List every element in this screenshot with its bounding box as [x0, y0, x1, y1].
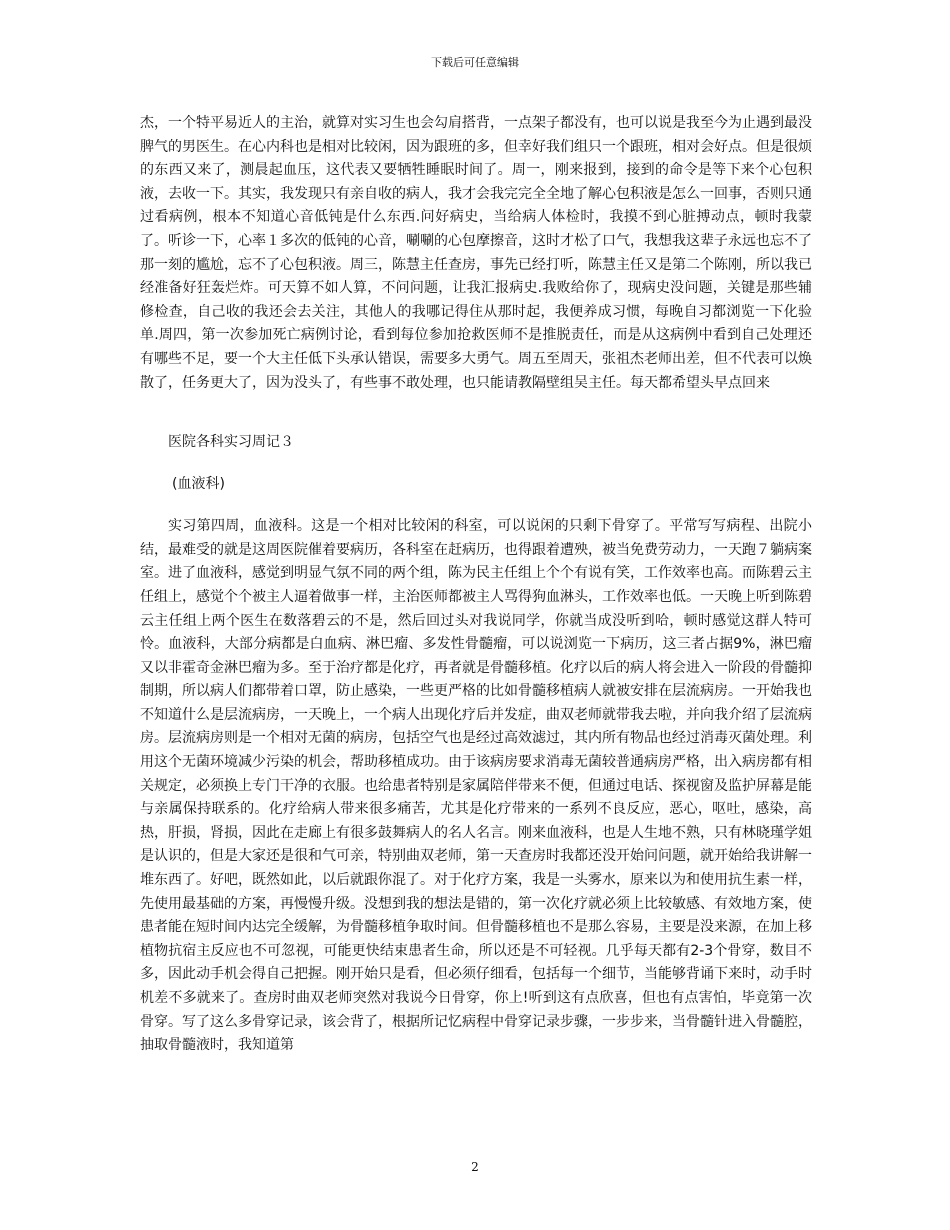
page-number: 2	[471, 1160, 479, 1174]
section-subheading: (血液科)	[172, 476, 225, 493]
paragraph-hematology: 实习第四周，血液科。这是一个相对比较闲的科室，可以说闲的只剩下骨穿了。平常写写病程、出院小结，最难受的就是这周医院催着要病历，各科室在赶病历，也得跟着遭殃，被当免费劳动力，一天跑７躺病案室。进了血液科，感觉到明显气氛不同的两个组，陈为民主任组上个个有说有笑，工作效率也高。而陈碧云主任组上，感觉个个被主人逼着做事一样，主治医师都被主人骂得狗血淋头，工作效率也低。一天晚上听到陈碧云主任组上两个医生在数落碧云的不是，然后回过头对我说同学，你就当成没听到哈，顿时感觉这群人特可怜。血液科，大部分病都是白血病、淋巴瘤、多发性骨髓瘤，可以说浏览一下病历，这三者占据9%，淋巴瘤又以非霍奇金淋巴瘤为多。至于治疗都是化疗，再者就是骨髓移植。化疗以后的病人将会进入一阶段的骨髓抑制期，所以病人们都带着口罩，防止感染，一些更严格的比如骨髓移植病人就被安排在层流病房。一开始我也不知道什么是层流病房，一天晚上，一个病人出现化疗后并发症，曲双老师就带我去啦，并向我介绍了层流病房。层流病房则是一个相对无菌的病房，包括空气也是经过高效滤过，其内所有物品也经过消毒灭菌处理。利用这个无菌环境减少污染的机会，帮助移植成功。由于该病房要求消毒无菌较普通病房严格，出入病房都有相关规定，必须换上专门干净的衣服。也给患者特别是家属陪伴带来不便，但通过电话、探视窗及监护屏幕是能与亲属保持联系的。化疗给病人带来很多痛苦，尤其是化疗带来的一系列不良反应，恶心，呕吐，感染，高热，肝损，肾损，因此在走廊上有很多鼓舞病人的名人名言。刚来血液科，也是人生地不熟，只有林晓瑾学姐是认识的，但是大家还是很和气可亲，特别曲双老师，第一天查房时我都还没开始问问题，就开始给我讲解一堆东西了。好吧，既然如此，以后就跟你混了。对于化疗方案，我是一头雾水，原来以为和使用抗生素一样，先使用最基础的方案，再慢慢升级。没想到我的想法是错的，第一次化疗就必须上比较敏感、有效地方案，使患者能在短时间内达完全缓解，为骨髓移植争取时间。但骨髓移植也不是那么容易，主要是没来源，在加上移植物抗宿主反应也不可忽视，可能更快结束患者生命，所以还是不可轻视。几乎每天都有2-3个骨穿，数目不多，因此动手机会得自己把握。刚开始只是看，但必须仔细看，包括每一个细节，当能够背诵下来时，动手时机差不多就来了。查房时曲双老师突然对我说今日骨穿，你上!听到这有点欣喜，但也有点害怕，毕竟第一次骨穿。写了这么多骨穿记录，该会背了，根据所记忆病程中骨穿记录步骤，一步步来，当骨髓针进入骨髓腔，抽取骨髓液时，我知道第	[140, 518, 812, 1054]
section-heading: 医院各科实习周记３	[168, 434, 294, 451]
paragraph-cardiology: 杰，一个特平易近人的主治，就算对实习生也会勾肩搭背，一点架子都没有，也可以说是我至今为止遇到最没脾气的男医生。在心内科也是相对比较闲，因为跟班的多，但幸好我们组只一个跟班，相对会好点。但是很烦的东西又来了，测晨起血压，这代表又要牺牲睡眠时间了。周一，刚来报到，接到的命令是等下来个心包积液，去收一下。其实，我发现只有亲自收的病人，我才会我完完全全地了解心包积液是怎么一回事，否则只通过看病例，根本不知道心音低钝是什么东西.问好病史，当给病人体检时，我摸不到心脏搏动点，顿时我蒙了。听诊一下，心率１多次的低钝的心音，唰唰的心包摩擦音，这时才松了口气，我想我这辈子永远也忘不了那一刻的尴尬，忘不了心包积液。周三，陈慧主任查房，事先已经打听，陈慧主任又是第二个陈刚，所以我已经准备好狂轰烂炸。可天算不如人算，不问问题，让我汇报病史.我败给你了，现病史没问题，关键是那些辅修检查，自己收的我还会去关注，其他人的我哪记得住从那时起，我便养成习惯，每晚自习都浏览一下化验单.周四，第一次参加死亡病例讨论，看到每位参加抢救医师不是推脱责任，而是从这病例中看到自己处理还有哪些不足，要一个大主任低下头承认错误，需要多大勇气。周五至周天，张祖杰老师出差，但不代表可以焕散了，任务更大了，因为没头了，有些事不敢处理，也只能请教隔壁组吴主任。每天都希望头早点回来	[140, 115, 812, 391]
document-body	[140, 112, 812, 1058]
page-header: 下载后可任意编辑	[431, 56, 519, 69]
